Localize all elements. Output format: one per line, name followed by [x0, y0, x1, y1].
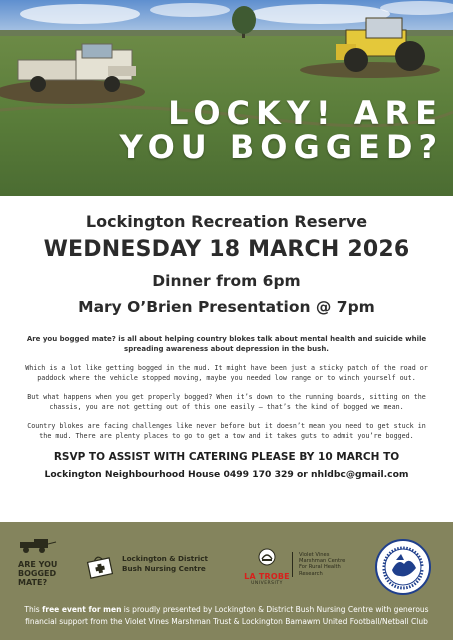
description-paragraph-1: Are you bogged mate? is all about helping country blokes talk about mental health and suicide while spreading awareness about depression in the bush. — [26, 335, 427, 353]
event-details — [0, 212, 453, 316]
footer-text-after: is proudly presented by Lockington & District Bush Nursing Centre with generous financial support from the Violet Vines Marshman Trust & Lockington Bamawm United Football/Netball Club — [25, 605, 429, 626]
are-you-bogged-mate-logo — [18, 538, 64, 587]
violet-vines-marshman-centre-logo — [290, 552, 360, 577]
bogged-logo-line-2: BOGGED — [18, 569, 57, 578]
hero-title-line-1: LOCKY! ARE — [168, 94, 443, 132]
la-trobe-university-logo — [238, 548, 296, 586]
la-trobe-sub: UNIVERSITY — [251, 581, 283, 586]
bogged-logo-line-3: MATE? — [18, 578, 48, 587]
rsvp-heading: RSVP TO ASSIST WITH CATERING PLEASE BY 10 MARCH TO — [53, 451, 400, 463]
event-presentation: Mary O’Brien Presentation @ 7pm — [78, 298, 375, 316]
footer-text-before: This — [24, 605, 43, 614]
club-crest-icon — [374, 538, 432, 596]
vines-logo-line-2: Marshman Centre — [299, 558, 346, 565]
rsvp-section — [0, 451, 453, 480]
bogged-ute-icon — [18, 538, 58, 554]
description — [22, 334, 431, 441]
bnc-logo-line-2: Bush Nursing Centre — [122, 564, 206, 573]
footer-acknowledgement — [10, 604, 443, 628]
description-paragraph-2: Which is a lot like getting bogged in the mud. It might have been just a sticky patch of the road or paddock where the vehicle stopped moving, maybe you needed low range or to winch yourself out. — [25, 364, 428, 382]
bogged-logo-line-1: ARE YOU — [18, 560, 58, 569]
description-paragraph-3: But what happens when you get properly bogged? When it’s down to the running boards, sitting on the chassis, you are not getting out of this one easily – that’s the kind of bogged we mean. — [27, 393, 426, 411]
vines-logo-line-3: For Rural Health — [299, 564, 341, 571]
hero-title-line-2: YOU BOGGED? — [119, 128, 443, 166]
la-trobe-crest-icon — [258, 548, 276, 566]
footer-text-bold: free event for men — [42, 605, 122, 614]
rsvp-contact: Lockington Neighbourhood House 0499 170 329 or nhldbc@gmail.com — [44, 469, 409, 480]
sponsor-footer — [0, 522, 453, 640]
football-netball-club-badge — [374, 538, 432, 596]
nurse-bag-icon — [86, 552, 118, 580]
vines-logo-line-1: Violet Vines — [299, 552, 330, 558]
event-venue: Lockington Recreation Reserve — [85, 212, 368, 231]
vines-logo-line-4: Research — [299, 570, 323, 577]
description-paragraph-4: Country blokes are facing challenges like never before but it doesn’t mean you need to get stuck in the mud. There are plenty places to go to get a tow and it takes guts to admit you’re bogged. — [27, 422, 426, 440]
event-dinner-time: Dinner from 6pm — [152, 272, 301, 290]
la-trobe-name: LA TROBE — [244, 572, 290, 581]
bush-nursing-centre-logo — [86, 552, 216, 584]
hero-title — [120, 96, 443, 164]
bnc-logo-line-1: Lockington & District — [122, 554, 208, 563]
hero-photo — [0, 0, 453, 196]
event-date: WEDNESDAY 18 MARCH 2026 — [43, 237, 410, 262]
